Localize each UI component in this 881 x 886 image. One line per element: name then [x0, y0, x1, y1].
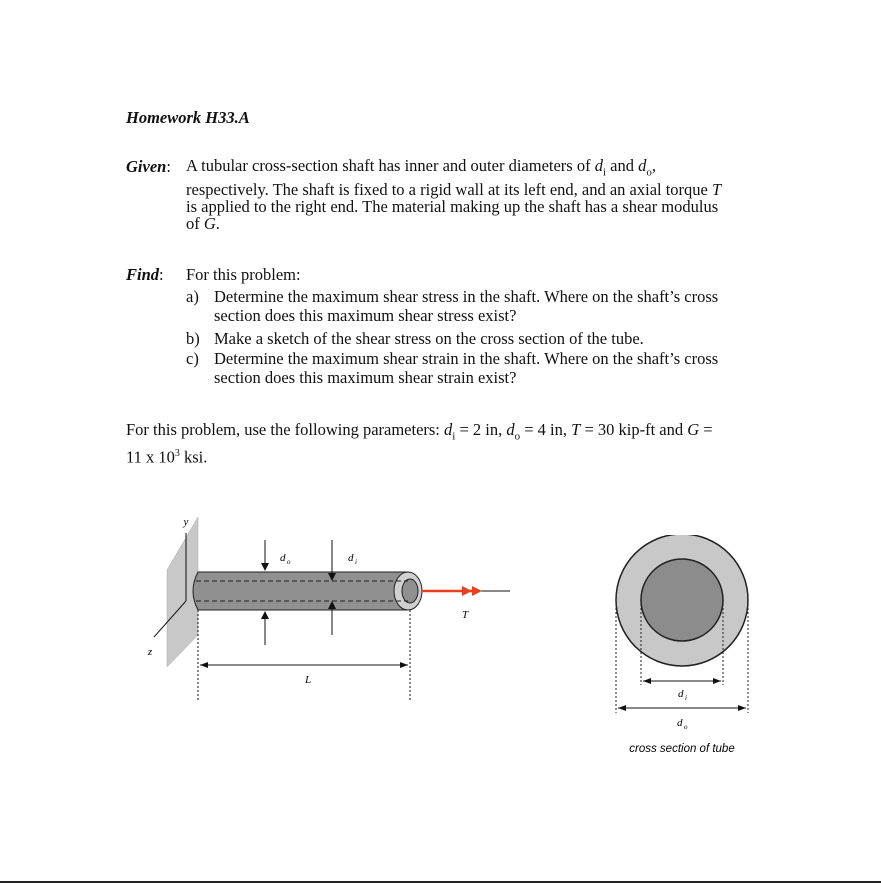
find-item-c: c) Determine the maximum shear strain in the shaft. Where on the shaft’s cross section does this maximum shear strain exist? [186, 349, 719, 387]
cs-di-label: d [678, 688, 684, 700]
find-intro: For this problem: [186, 265, 301, 284]
cs-do-label: d [677, 717, 683, 729]
cross-section-figure [605, 535, 765, 765]
inner-disk [641, 559, 723, 641]
torque-label: T [461, 609, 469, 621]
given-text: A tubular cross-section shaft has inner and outer diameters of $d_i$ and $d_o$, respectively. The shaft is fixed to a rigid wall at its left end, and an axial torque T is applied to the right end. The material making up the shaft has a shear modulus of G. [186, 156, 722, 234]
y-axis-label: y [183, 516, 189, 528]
shaft-body [193, 572, 408, 610]
svg-text:i: i [355, 558, 357, 566]
parameters-text: For this problem, use the following parameters: $d_i = 2$ in, $d_o = 4$ in, T = 30 kip-ft and G = 11 x $10^3$ ksi. [126, 420, 713, 467]
shaft-end-inner [402, 579, 418, 603]
page-title: Homework H33.A [126, 108, 250, 127]
di-label: d [348, 552, 354, 564]
find-item-b: b) Make a sketch of the shear stress on the cross section of the tube. [186, 329, 644, 348]
svg-text:o: o [684, 723, 688, 731]
find-item-a: a) Determine the maximum shear stress in the shaft. Where on the shaft’s cross section does this maximum shear stress exist? [186, 287, 719, 325]
do-label: d [280, 552, 286, 564]
page-bottom-rule [0, 881, 881, 883]
svg-text:o: o [287, 558, 291, 566]
given-label: Given: [126, 157, 171, 176]
cross-section-caption: cross section of tube [629, 743, 735, 755]
find-label: Find: [126, 265, 164, 284]
length-label: L [304, 674, 312, 686]
shaft-figure [140, 505, 520, 705]
z-axis-label: z [147, 646, 153, 658]
svg-text:i: i [685, 694, 687, 702]
